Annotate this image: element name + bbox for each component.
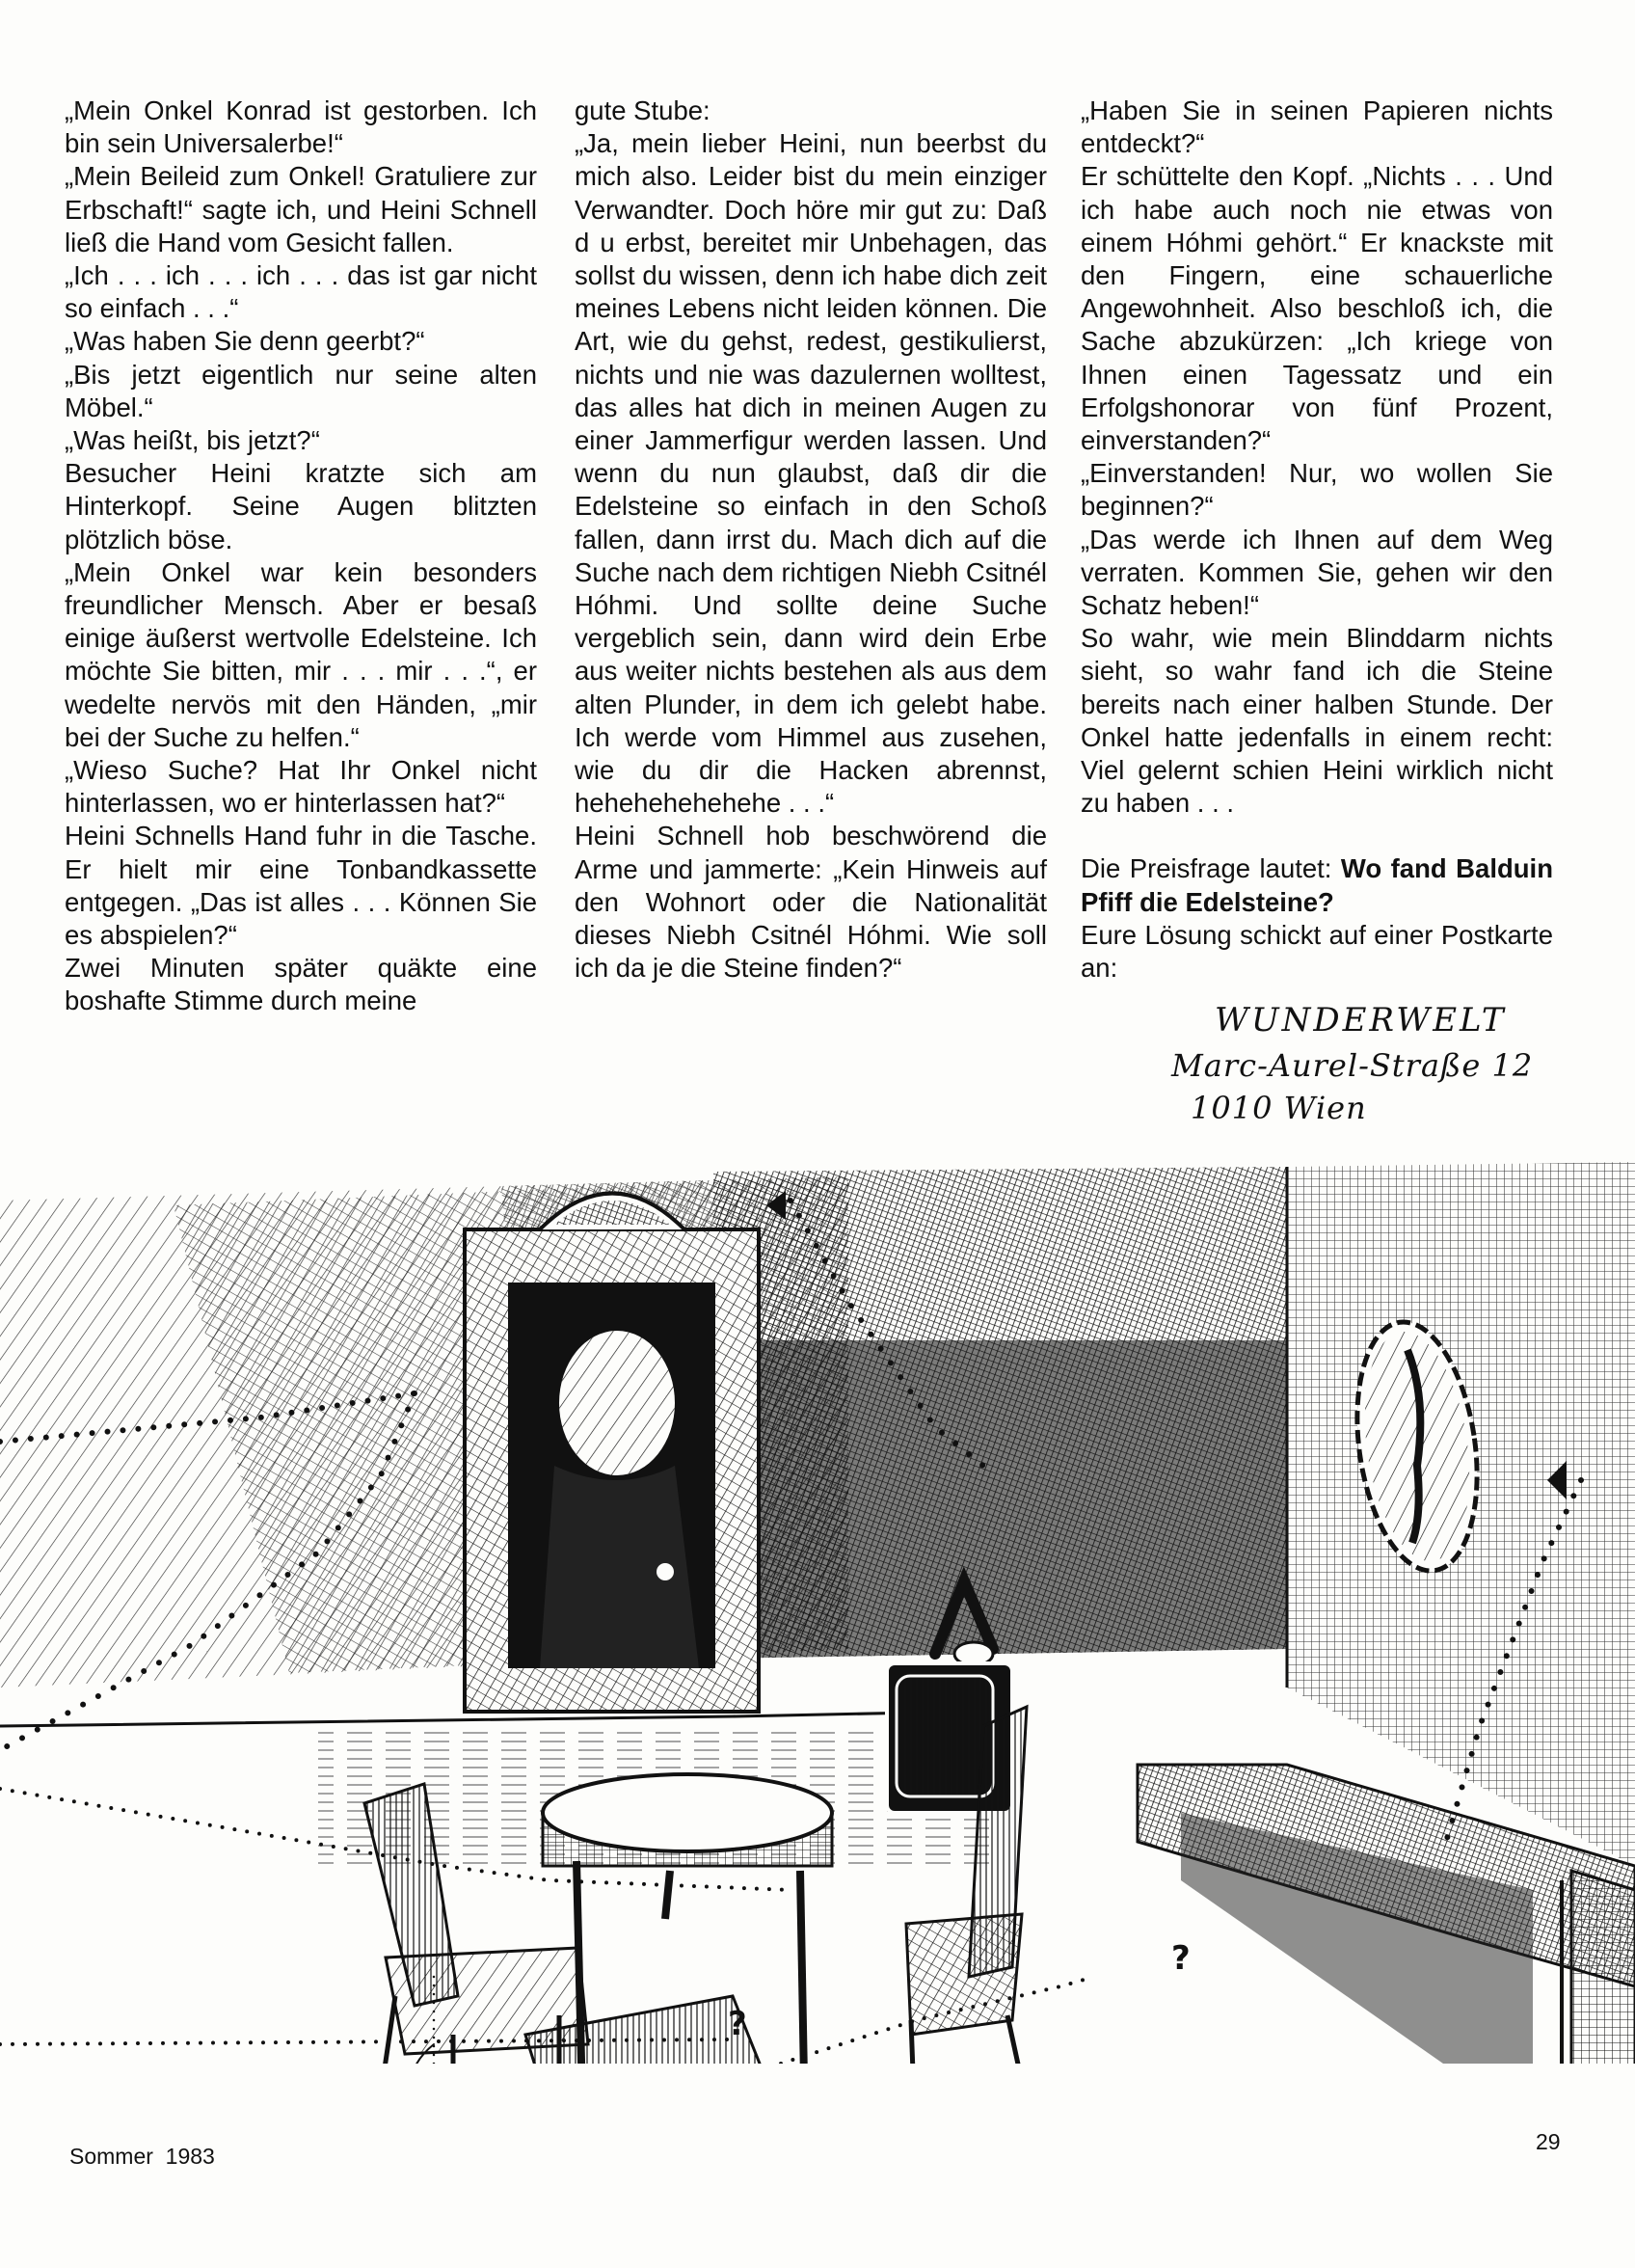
portrait-frame	[465, 1194, 759, 1713]
page-number: 29	[1536, 2129, 1561, 2154]
paragraph: Besucher Heini kratzte sich am Hinterkopf. Seine Augen blitzten plötzlich böse.	[65, 458, 537, 554]
paragraph: „Ich . . . ich . . . ich . . . das ist gar nicht so einfach . . .“	[65, 260, 537, 324]
paragraph: „Einverstanden! Nur, wo wollen Sie beginnen?“	[1081, 458, 1553, 522]
paragraph: „Ja, mein lieber Heini, nun beerbst du mich also. Leider bist du mein einziger Verwandter. Doch höre mir gut zu: Daß d u erbst, bereitet mir Unbehagen, das sollst du wissen, denn ich habe dich zeit meines Lebens nicht leiden können. Die Art, wie du gehst, redest, gestikulierst, nichts und nie was dazulernen wolltest, das alles hat dich in meinen Augen zu einer Jammerfigur werden lassen. Und wenn du nun glaubst, daß dir die Edelsteine so einfach in den Schoß fallen, dann irrst du. Mach dich auf die Suche nach dem richtigen Niebh Csitnél Hóhmi. Und sollte deine Suche vergeblich sein, dann wird dein Erbe aus weiter nichts bestehen als aus dem alten Plunder, in dem ich gelebt habe. Ich werde vom Himmel aus zusehen, wie du dir die Hacken abrennst, hehehehehehehe . . .“	[575, 128, 1047, 819]
paragraph: Er schüttelte den Kopf. „Nichts . . . Und ich habe auch noch nie etwas von einem Hóhmi gehört.“ Er knackste mit den Fingern, eine schauerliche Angewohnheit. Also beschloß ich, die Sache abzukürzen: „Ich kriege von Ihnen einen Tagessatz und ein Erfolgshonorar von fünf Prozent, einverstanden?“	[1081, 161, 1553, 456]
address-name: WUNDERWELT	[1215, 1001, 1507, 1040]
prize-question	[1081, 852, 1553, 918]
address-street: Marc-Aurel-Straße 12	[1171, 1047, 1534, 1084]
paragraph: „Das werde ich Ihnen auf dem Weg verraten. Kommen Sie, gehen wir den Schatz heben!“	[1081, 524, 1553, 621]
room-illustration	[0, 1148, 1635, 2064]
paragraph: „Mein Onkel war kein besonders freundlicher Mensch. Aber er besaß einige äußerst wertvolle Edelsteine. Ich möchte Sie bitten, mir . . . mir . . .“, er wedelte nervös mit den Händen, „mir bei der Suche zu helfen.“	[65, 556, 537, 752]
address-city: 1010 Wien	[1191, 1090, 1367, 1126]
paragraph: „Wieso Suche? Hat Ihr Onkel nicht hinterlassen, wo er hinterlassen hat?“	[65, 755, 537, 819]
paragraph: Heini Schnell hob beschwörend die Arme und jammerte: „Kein Hinweis auf den Wohnort oder die Nationalität dieses Niebh Csitnél Hóhmi. Wie soll ich da je die Steine finden?“	[575, 821, 1047, 984]
question-mark-marker: ?	[1171, 1939, 1191, 1978]
article-column-3	[1081, 94, 1553, 985]
wall-back	[713, 1167, 1287, 1659]
prize-question-intro: Die Preisfrage lautet:	[1081, 853, 1341, 884]
paragraph: So wahr, wie mein Blinddarm nichts sieht, so wahr fand ich die Steine bereits nach einer halben Stunde. Der Onkel hatte jedenfalls in einem recht: Viel gelernt schien Heini wirklich nicht zu haben . . .	[1081, 623, 1553, 819]
question-mark-marker: ?	[728, 2005, 747, 2043]
paragraph: „Haben Sie in seinen Papieren nichts entdeckt?“	[1081, 95, 1553, 159]
paragraph: „Was haben Sie denn geerbt?“	[65, 326, 425, 357]
paragraph: „Bis jetzt eigentlich nur seine alten Möbel.“	[65, 359, 537, 422]
article-column-2	[575, 94, 1047, 985]
prize-question-text: Wo fand Balduin Pfiff die Edelsteine?	[1081, 853, 1553, 917]
baseboard	[0, 1712, 964, 1726]
article-column-1	[65, 94, 537, 1018]
paragraph: gute Stube:	[575, 95, 710, 125]
paragraph: „Mein Beileid zum Onkel! Gratuliere zur Erbschaft!“ sagte ich, und Heini Schnell ließ die Hand vom Gesicht fallen.	[65, 161, 537, 257]
paragraph: Heini Schnells Hand fuhr in die Tasche. Er hielt mir eine Tonbandkassette entgegen. „Das ist alles . . . Können Sie es abspielen?“	[65, 821, 537, 951]
paragraph: Zwei Minuten später quäkte eine boshafte Stimme durch meine	[65, 953, 537, 1016]
prize-instruction: Eure Lösung schickt auf einer Postkarte an:	[1081, 919, 1553, 984]
paragraph: „Was heißt, bis jetzt?“	[65, 425, 320, 456]
paragraph: „Mein Onkel Konrad ist gestorben. Ich bin sein Universalerbe!“	[65, 95, 537, 159]
issue-label: Sommer 1983	[69, 2144, 215, 2169]
